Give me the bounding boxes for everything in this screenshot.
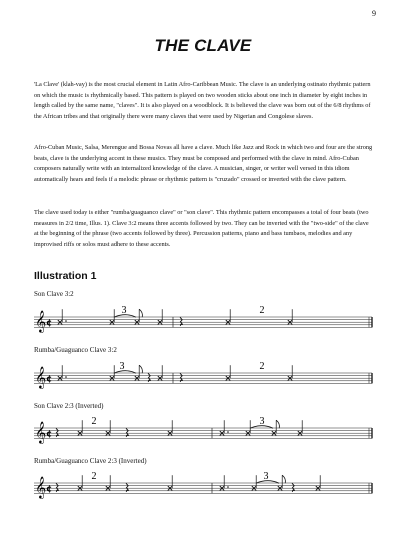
- cut-time-icon: ¢: [46, 484, 53, 495]
- cut-time-icon: ¢: [46, 429, 53, 440]
- group-label-second: 2: [259, 361, 265, 372]
- paragraph-3: The clave used today is either "rumba/guaguanco clave" or "son clave". This rhythmic pattern encompasses a total of four beats (two measures in 2/2 time, Illus. 1). Clave 3:2 means three accents followed by two. They can be inverted with the "two-side" of the clave at the beginning of the phrase (two accents followed by three). Percussion patterns, piano and bass tumbaos, melodies and any improvised riffs or solos must adhere to these accents.: [34, 209, 369, 248]
- treble-clef-icon: 𝄞: [35, 366, 47, 389]
- treble-clef-icon: 𝄞: [35, 421, 47, 444]
- treble-clef-icon: 𝄞: [35, 476, 47, 499]
- group-label-first: 3: [121, 305, 127, 316]
- example-label-1: Son Clave 3:2: [34, 290, 74, 298]
- group-label-second: 3: [263, 471, 269, 482]
- note-flag: [282, 475, 285, 483]
- note-flag: [139, 365, 142, 373]
- page-title: THE CLAVE: [154, 36, 252, 55]
- group-label-second: 2: [259, 305, 265, 316]
- page-number: 9: [372, 9, 376, 18]
- staff-rumba-clave-2-3: [0, 468, 406, 508]
- example-label-2: Rumba/Guaguanco Clave 3:2: [34, 346, 117, 354]
- example-label-3: Son Clave 2:3 (Inverted): [34, 402, 104, 410]
- example-label-4: Rumba/Guaguanco Clave 2:3 (Inverted): [34, 457, 147, 465]
- cut-time-icon: ¢: [46, 374, 53, 385]
- augmentation-dot: [65, 320, 67, 322]
- group-label-first: 3: [119, 361, 125, 372]
- staff-son-clave-3-2: [0, 302, 406, 342]
- augmentation-dot: [65, 376, 67, 378]
- augmentation-dot: [227, 486, 229, 488]
- treble-clef-icon: 𝄞: [35, 310, 47, 333]
- note-flag: [276, 420, 279, 428]
- staff-son-clave-2-3: [0, 413, 406, 453]
- group-label-first: 2: [91, 416, 97, 427]
- paragraph-1: 'La Clave' (klah-vay) is the most crucial element in Latin Afro-Caribbean Music. The clave is an underlying ostinato rhythmic pattern on which the music is rhythmically based. This pattern is played on two wooden sticks about one inch in diameter by eight inches in length called by the same name, "claves". It is also played on a woodblock. It is believed the clave was born out of the 6/8 rhythms of the African tribes and that originally there were many claves that were used by Nigerian and Congolese slaves.: [34, 81, 371, 120]
- staff-rumba-clave-3-2: [0, 358, 406, 398]
- illustration-title: Illustration 1: [34, 270, 97, 282]
- cut-time-icon: ¢: [46, 318, 53, 329]
- group-label-first: 2: [91, 471, 97, 482]
- note-flag: [139, 309, 142, 317]
- paragraph-2: Afro-Cuban Music, Salsa, Merengue and Bossa Novas all have a clave. Much like Jazz and Rock in which two and four are the strong beats, clave is the underlying accent in these musics. They must be composed and performed with the clave in mind. Afro-Cuban composers naturally write with an internalized knowledge of the clave. A musician, singer, or writer well versed in this idiom automatically hears and feels if a melodic phrase or rhythmic pattern is "cruzado" crossed or inverted with the clave pattern.: [34, 144, 373, 183]
- group-label-second: 3: [259, 416, 265, 427]
- augmentation-dot: [227, 431, 229, 433]
